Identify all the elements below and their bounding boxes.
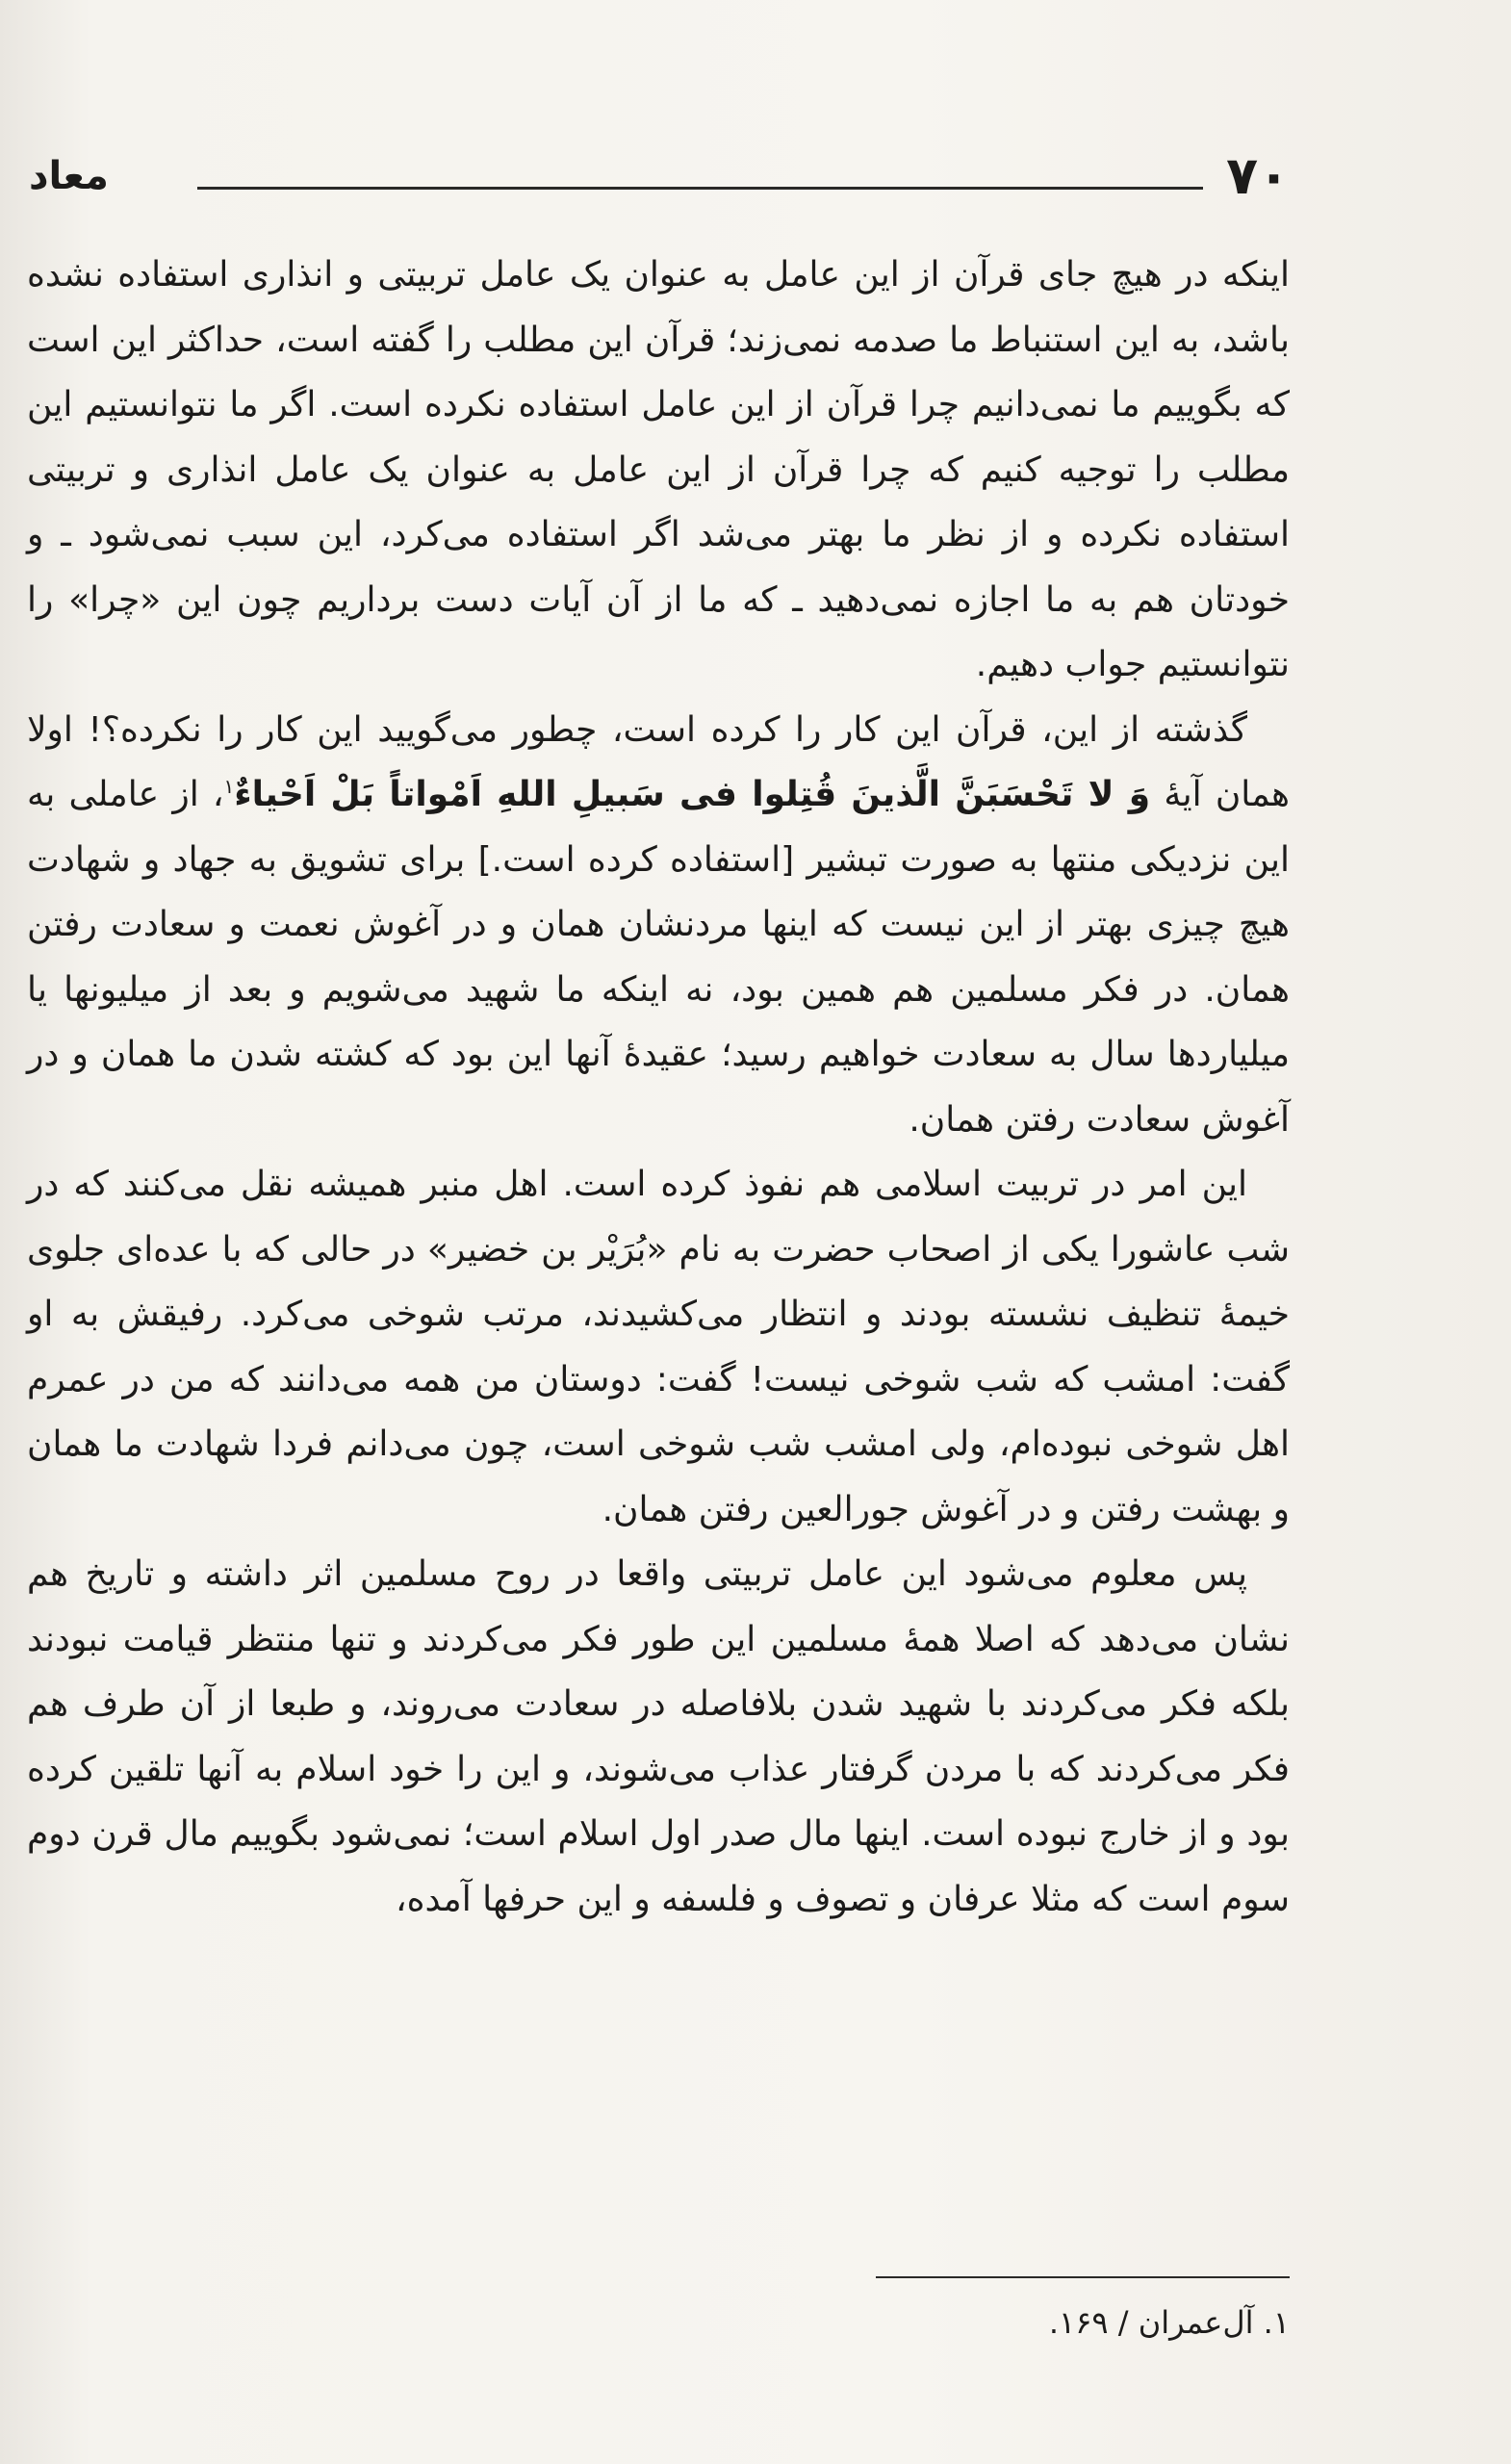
paragraph-3: این امر در تربیت اسلامی هم نفوذ کرده است. اهل منبر همیشه نقل می‌کنند که در شب عاشورا یکی از اصحاب حضرت به نام «بُرَیْر بن خضیر» در حالی که با عده‌ای جلوی خیمهٔ تنظیف نشسته بودند و انتظار می‌کشیدند، مرتب شوخی می‌کرد. رفیقش به او گفت: امشب که شب شوخی نیست! گفت: دوستان من همه می‌دانند که من در عمرم اهل شوخی نبوده‌ام، ولی امشب شب شوخی است، چون می‌دانم فردا شهادت ما همان و بهشت رفتن و در آغوش جورالعین رفتن همان. [27,1165,1290,1529]
paragraph-1: اینکه در هیچ جای قرآن از این عامل به عنوان یک عامل تربیتی و انذاری استفاده نشده باشد، به این استنباط ما صدمه نمی‌زند؛ قرآن این مطلب را گفته است، حداکثر این است که بگوییم ما نمی‌دانیم چرا قرآن از این عامل استفاده نکرده است. اگر ما نتوانستیم این مطلب را توجیه کنیم که چرا قرآن از این عامل به عنوان یک عامل انذاری و تربیتی استفاده نکرده و از نظر ما بهتر می‌شد اگر استفاده می‌کرد، این سبب نمی‌شود ـ و خودتان هم به ما اجازه نمی‌دهید ـ که ما از آن آیات دست برداریم چون این «چرا» را نتوانستیم جواب دهیم. [27,255,1290,684]
paragraph-2-intro: گذشته از این، قرآن این کار را کرده است، چطور می‌گویید این کار را نکرده؟! اولا همان آیهٔ [27,709,1291,814]
quran-verse: وَ لا تَحْسَبَنَّ الَّذینَ قُتِلوا فی سَبیلِ اللهِ اَمْواتاً بَلْ اَحْیاءٌ [234,775,1151,814]
paragraph-2-rest: ، از عاملی به این نزدیکی منتها به صورت تبشیر [استفاده کرده است.] برای تشویق به جهاد و شهادت هیچ چیزی بهتر از این نیست که اینها مردنشان همان و در آغوش نعمت و سعادت رفتن همان. در فکر مسلمین هم همین بود، نه اینکه ما شهید می‌شویم و بعد از میلیونها یا میلیاردها سال به سعادت خواهیم رسید؛ عقیدهٔ آنها این بود که کشته شدن ما همان و در آغوش سعادت رفتن همان. [27,775,1290,1140]
paragraph-2 [27,698,1290,1153]
footnote-rule [876,2276,1290,2278]
paragraph-4: پس معلوم می‌شود این عامل تربیتی واقعا در روح مسلمین اثر داشته و تاریخ هم نشان می‌دهد که اصلا همهٔ مسلمین این طور فکر می‌کردند و تنها منتظر قیامت نبودند بلکه فکر می‌کردند با شهید شدن بلافاصله در سعادت می‌روند، و طبعا از آن طرف هم فکر می‌کردند که با مردن گرفتار عذاب می‌شوند، و این را خود اسلام به آنها تلقین کرده بود و از خارج نبوده است. اینها مال صدر اول اسلام است؛ نمی‌شود بگوییم مال قرن دوم سوم است که مثلا عرفان و تصوف و فلسفه و این حرفها آمده، [27,1554,1290,1919]
footnote: ۱. آل‌عمران / ۱۶۹. [1048,2304,1290,2341]
page-header [29,142,1290,210]
body-text [27,243,1290,1932]
page-number: ۷۰ [1226,145,1290,206]
header-rule [197,187,1203,190]
running-title: معاد [29,154,109,198]
footnote-reference: ۱ [223,775,235,798]
